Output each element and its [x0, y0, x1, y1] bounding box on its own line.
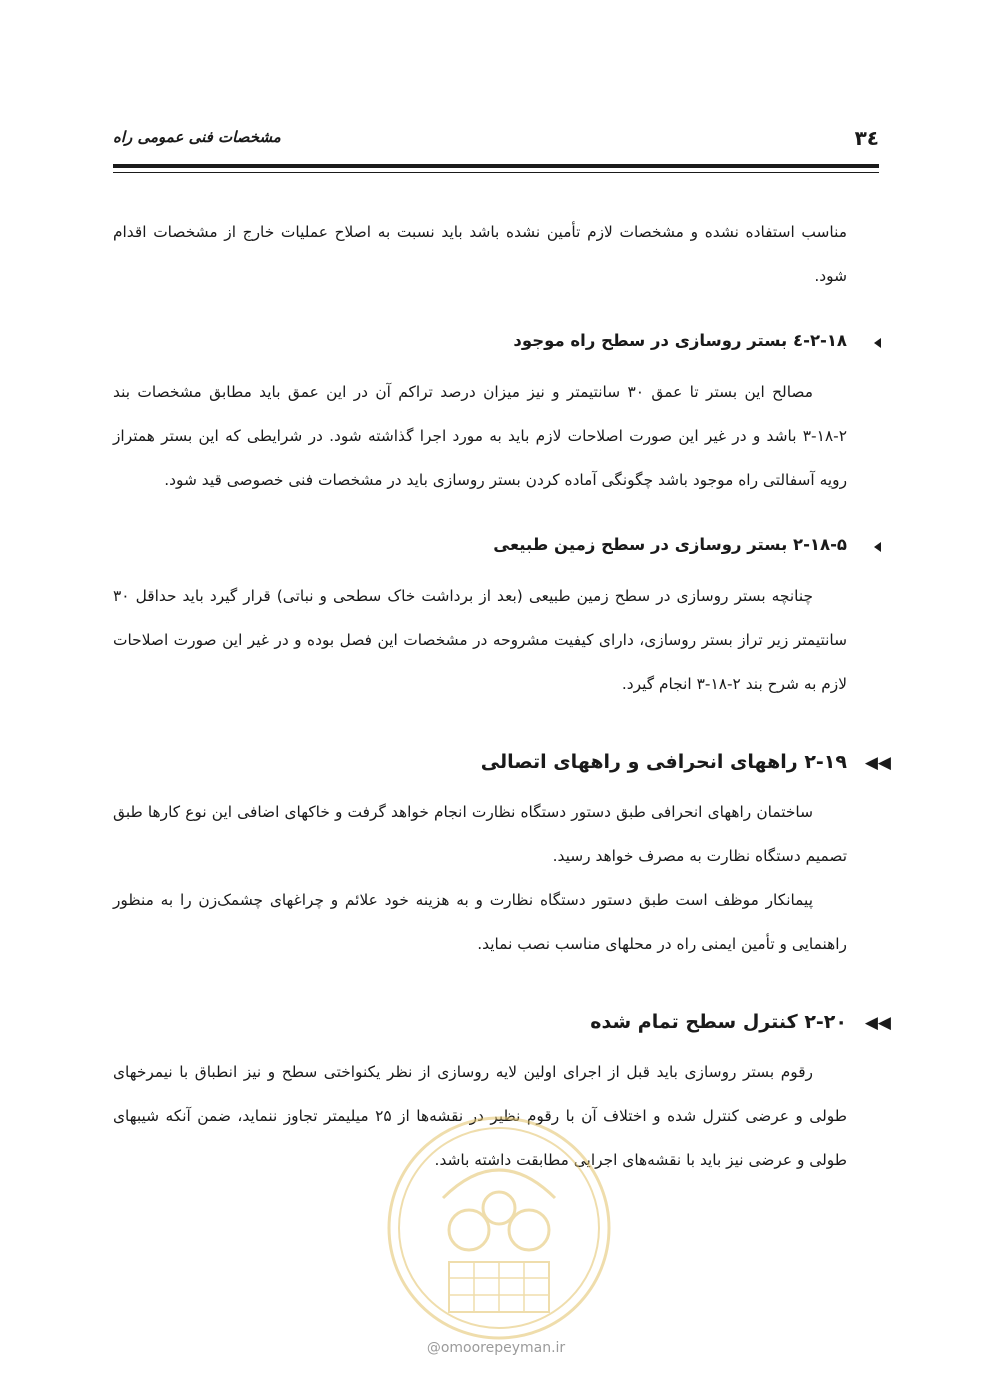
section-2-19-paragraph-1: ساختمان راههای انحرافی طبق دستور دستگاه نظارت انجام خواهد گرفت و خاکهای اضافی این نوع کارها طبق تصمیم دستگاه نظارت به مصرف خواهد رسید. [113, 803, 847, 865]
double-triangle-bullet-icon: ◀◀ [864, 1013, 891, 1033]
page-body [113, 210, 891, 1182]
section-2-18-4-heading [113, 326, 847, 370]
running-title: مشخصات فنی عمومی راه [113, 128, 281, 146]
header-rule-thick [113, 164, 879, 168]
triangle-bullet-icon [874, 338, 881, 348]
section-2-18-5-heading [113, 530, 847, 574]
section-2-19-paragraph-2: پیمانکار موظف است طبق دستور دستگاه نظارت و به هزینه خود علائم و چراغهای چشمک‌زن را به منظور راهنمایی و تأمین ایمنی راه در محلهای مناسب نصب نماید. [113, 891, 847, 953]
page-header [113, 126, 879, 156]
section-heading-text: ۲-۱۸-۵ بستر روسازی در سطح زمین طبیعی [493, 535, 847, 554]
section-2-18-4-paragraph: مصالح این بستر تا عمق ۳۰ سانتیمتر و نیز میزان درصد تراکم آن در این عمق باید مطابق مشخصات بند ۲-۱۸-۳ باشد و در غیر این صورت اصلاحات لازم باید به مورد اجرا گذاشته شود. در شرایطی که این بستر همتراز رویه آسفالتی راه موجود باشد چگونگی آماده کردن بستر روسازی باید در مشخصات فنی خصوصی قید شود. [113, 383, 847, 489]
section-2-20-heading [113, 1006, 891, 1050]
section-heading-text: ۲-۱۹ راههای انحرافی و راههای اتصالی [480, 751, 847, 773]
watermark-site-address: @omoorepeyman.ir [426, 1340, 566, 1356]
section-heading-text: ۲-۲۰ کنترل سطح تمام شده [590, 1011, 847, 1033]
header-rule-thin [113, 172, 879, 173]
double-triangle-bullet-icon: ◀◀ [864, 753, 891, 773]
intro-paragraph: مناسب استفاده نشده و مشخصات لازم تأمین نشده باشد باید نسبت به اصلاح عملیات خارج از مشخصات اقدام شود. [113, 223, 847, 285]
section-2-19-heading [113, 746, 891, 790]
watermark-seal-icon [383, 1112, 615, 1344]
section-2-18-5-paragraph: چنانچه بستر روسازی در سطح زمین طبیعی (بعد از برداشت خاک سطحی و نباتی) قرار گیرد باید حداقل ۳۰ سانتیمتر زیر تراز بستر روسازی، دارای کیفیت مشروحه در مشخصات این فصل بوده و در غیر این صورت اصلاحات لازم به شرح بند ۲-۱۸-۳ انجام گیرد. [113, 587, 847, 693]
triangle-bullet-icon [874, 542, 881, 552]
section-heading-text: ۲-۱۸-٤ بستر روسازی در سطح راه موجود [513, 331, 847, 350]
page-number: ۳٤ [854, 126, 879, 150]
section-2-20-paragraph: رقوم بستر روسازی باید قبل از اجرای اولین لایه روسازی از نظر یکنواختی سطح و نیز انطباق با نیمرخهای طولی و عرضی کنترل شده و اختلاف آن با رقوم نظیر در نقشه‌ها از ۲۵ میلیمتر تجاوز ننماید، ضمن آنکه شیبهای طولی و عرضی نیز باید با نقشه‌های اجرایی مطابقت داشته باشد. [113, 1063, 847, 1169]
